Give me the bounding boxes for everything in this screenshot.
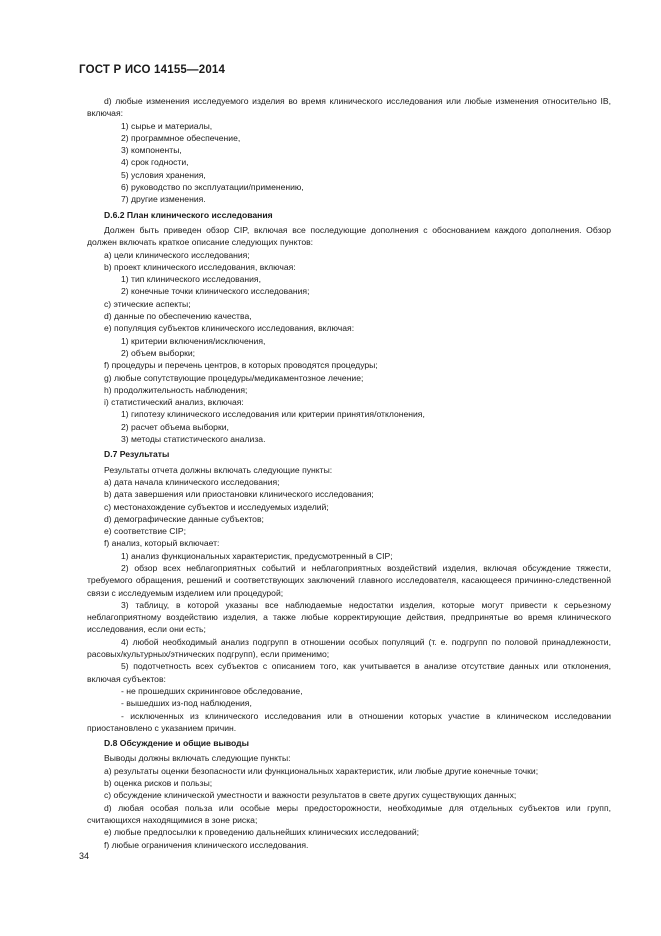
list-item: d) демографические данные субъектов; — [104, 513, 264, 524]
section-heading: D.8 Обсуждение и общие выводы — [104, 738, 249, 749]
list-item: c) обсуждение клинической уместности и важности результатов в свете других существующих данных; — [104, 790, 517, 801]
sub-list-item: 1) анализ функциональных характеристик, предусмотренный в CIP; — [121, 550, 393, 561]
list-item: d) данные по обеспечению качества, — [104, 311, 252, 322]
sub-list-item: 6) руководство по эксплуатации/применению, — [121, 182, 304, 193]
list-item: Результаты отчета должны включать следующие пункты: — [104, 464, 333, 475]
list-item: f) любые ограничения клинического исследования. — [104, 839, 309, 850]
list-item: b) оценка рисков и пользы; — [104, 778, 213, 789]
sub-list-item: 3) методы статистического анализа. — [121, 434, 266, 445]
paragraph: d) любые изменения исследуемого изделия во время клинического исследования или любые изменения относительно IB, включая: — [87, 96, 611, 119]
list-item: b) проект клинического исследования, включая: — [104, 261, 296, 272]
list-item: c) местонахождение субъектов и исследуемых изделий; — [104, 501, 329, 512]
sub-list-item: 2) программное обеспечение, — [121, 132, 241, 143]
page-number: 34 — [79, 851, 90, 861]
sub-list-item: 1) тип клинического исследования, — [121, 274, 261, 285]
list-item: g) любые сопутствующие процедуры/медикаментозное лечение; — [104, 372, 364, 383]
list-item: i) статистический анализ, включая: — [104, 397, 244, 408]
sub-list-item: 1) гипотезу клинического исследования или критерии принятия/отклонения, — [121, 409, 425, 420]
section-heading: D.6.2 План клинического исследования — [104, 209, 273, 220]
section-heading: D.7 Результаты — [104, 449, 170, 460]
sub-list-item: 7) другие изменения. — [121, 194, 206, 205]
document-body — [87, 95, 611, 851]
sub-list-item: - вышедших из-под наблюдения, — [121, 698, 252, 709]
list-item: e) соответствие CIP; — [104, 526, 187, 537]
list-item: f) процедуры и перечень центров, в которых проводятся процедуры; — [104, 360, 378, 371]
sub-list-item: 3) компоненты, — [121, 145, 182, 156]
list-item: e) любые предпосылки к проведению дальнейших клинических исследований; — [104, 827, 420, 838]
paragraph: Должен быть приведен обзор CIP, включая все последующие дополнения с обоснованием каждого дополнения. Обзор должен включать краткое описание следующих пунктов: — [87, 224, 611, 248]
paragraph: - исключенных из клинического исследования или в отношении которых участие в клиническом исследовании приостановлено с указанием причин. — [87, 710, 611, 733]
paragraph: 5) подотчетность всех субъектов с описанием того, как учитывается в анализе отсутствие данных или отклонения, включая субъектов: — [87, 661, 611, 684]
list-item: Выводы должны включать следующие пункты: — [104, 753, 291, 764]
paragraph: 3) таблицу, в которой указаны все наблюдаемые недостатки изделия, которые могут привести к серьезному неблагоприятному воздействию изделия, а также любые корректирующие действия, предпринятые во время клинического исследования, если они есть; — [87, 599, 611, 635]
sub-list-item: 2) объем выборки; — [121, 347, 196, 358]
sub-list-item: 4) срок годности, — [121, 157, 189, 168]
list-item: h) продолжительность наблюдения; — [104, 384, 248, 395]
document-header: ГОСТ Р ИСО 14155—2014 — [79, 64, 226, 76]
list-item: a) дата начала клинического исследования; — [104, 476, 280, 487]
list-item: a) результаты оценки безопасности или функциональных характеристик, или любые другие конечные точки; — [104, 765, 539, 776]
list-item: e) популяция субъектов клинического исследования, включая: — [104, 323, 355, 334]
paragraph: 4) любой необходимый анализ подгрупп в отношении особых популяций (т. е. подгрупп по половой принадлежности, расовых/культурных/этнических подгрупп), если применимо; — [87, 636, 611, 660]
sub-list-item: 1) критерии включения/исключения, — [121, 335, 266, 346]
list-item: c) этические аспекты; — [104, 298, 191, 309]
list-item: a) цели клинического исследования; — [104, 249, 250, 260]
sub-list-item: 2) расчет объема выборки, — [121, 421, 229, 432]
list-item: f) анализ, который включает: — [104, 538, 220, 549]
sub-list-item: 1) сырье и материалы, — [121, 120, 213, 131]
paragraph: d) любая особая польза или особые меры предосторожности, необходимые для отдельных субъектов или групп, считающихся находящимися в зоне риска; — [87, 802, 611, 825]
sub-list-item: 5) условия хранения, — [121, 169, 206, 180]
sub-list-item: - не прошедших скрининговое обследование, — [121, 685, 303, 696]
paragraph: 2) обзор всех неблагоприятных событий и неблагоприятных воздействий изделия, включая обсуждение тяжести, требуемого обращения, решений и соответствующих заключений главного исследователя, касающееся причинно-следственной связи с исследуемым изделием или процедурой; — [87, 562, 611, 598]
sub-list-item: 2) конечные точки клинического исследования; — [121, 286, 310, 297]
list-item: b) дата завершения или приостановки клинического исследования; — [104, 489, 374, 500]
